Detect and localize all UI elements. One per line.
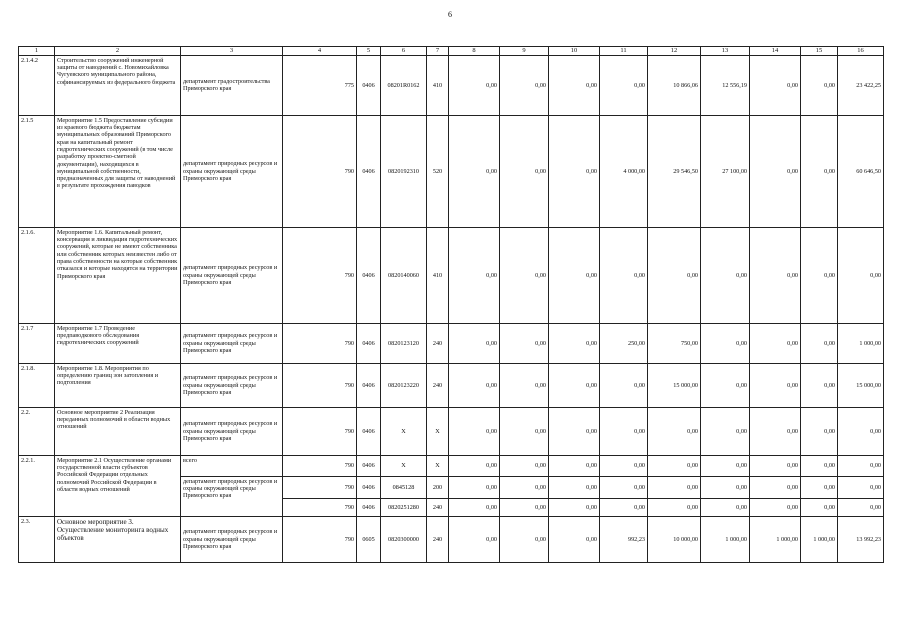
cell-value: 27 100,00 <box>701 115 750 227</box>
column-header: 16 <box>838 47 884 56</box>
cell-value: 0,00 <box>600 407 648 455</box>
column-header: 14 <box>750 47 801 56</box>
table-row <box>19 55 884 115</box>
cell-value: 0,00 <box>648 227 701 323</box>
cell-value: 0,00 <box>648 498 701 516</box>
cell-value: 0,00 <box>600 363 648 407</box>
column-header: 3 <box>181 47 283 56</box>
cell-rzpr: 0406 <box>357 407 381 455</box>
budget-table <box>18 46 884 563</box>
cell-value: 15 000,00 <box>838 363 884 407</box>
row-executor: департамент природных ресурсов и охраны окружающей среды Приморского края <box>181 407 283 455</box>
cell-csr: 0820140060 <box>381 227 427 323</box>
row-name: Мероприятие 2.1 Осуществление органами государственной власти субъектов Российской Федерации отдельных полномочий Российской Федерации в области водных отношений <box>55 455 181 516</box>
cell-vr: 410 <box>427 227 449 323</box>
cell-value: 250,00 <box>600 323 648 363</box>
cell-csr: 0845128 <box>381 476 427 498</box>
row-code: 2.2.1. <box>19 455 55 516</box>
column-number-row <box>19 47 884 56</box>
cell-value: 0,00 <box>838 407 884 455</box>
cell-vr: 240 <box>427 363 449 407</box>
cell-rzpr: 0406 <box>357 498 381 516</box>
cell-value: 1 000,00 <box>801 516 838 562</box>
cell-value: 0,00 <box>500 498 549 516</box>
cell-value: 0,00 <box>801 323 838 363</box>
cell-value: 10 866,06 <box>648 55 701 115</box>
cell-value: 0,00 <box>750 115 801 227</box>
cell-value: 0,00 <box>600 498 648 516</box>
cell-rzpr: 0406 <box>357 55 381 115</box>
cell-rzpr: 0406 <box>357 115 381 227</box>
cell-value: 10 000,00 <box>648 516 701 562</box>
cell-value: 0,00 <box>500 363 549 407</box>
cell-value: 0,00 <box>750 227 801 323</box>
cell-value: 0,00 <box>801 498 838 516</box>
cell-rzpr: 0605 <box>357 516 381 562</box>
column-header: 15 <box>801 47 838 56</box>
cell-grbs: 790 <box>283 407 357 455</box>
cell-value: 0,00 <box>500 323 549 363</box>
cell-value: 0,00 <box>449 115 500 227</box>
cell-csr: 0820123220 <box>381 363 427 407</box>
cell-grbs: 790 <box>283 323 357 363</box>
row-executor: департамент природных ресурсов и охраны окружающей среды Приморского края <box>181 227 283 323</box>
column-header: 13 <box>701 47 750 56</box>
cell-value: 29 546,50 <box>648 115 701 227</box>
cell-vr: 200 <box>427 476 449 498</box>
cell-grbs: 790 <box>283 115 357 227</box>
cell-value: 0,00 <box>701 363 750 407</box>
cell-csr: X <box>381 455 427 476</box>
cell-value: 12 556,19 <box>701 55 750 115</box>
cell-csr: 0820300000 <box>381 516 427 562</box>
table-row <box>19 115 884 227</box>
column-header: 10 <box>549 47 600 56</box>
cell-rzpr: 0406 <box>357 363 381 407</box>
cell-value: 0,00 <box>549 115 600 227</box>
cell-rzpr: 0406 <box>357 476 381 498</box>
cell-value: 0,00 <box>801 407 838 455</box>
cell-value: 23 422,25 <box>838 55 884 115</box>
row-code: 2.1.5 <box>19 115 55 227</box>
cell-value: 0,00 <box>600 227 648 323</box>
cell-value: 0,00 <box>801 115 838 227</box>
column-header: 7 <box>427 47 449 56</box>
row-name: Основное мероприятие 2 Реализация переданных полномочий в области водных отношений <box>55 407 181 455</box>
cell-grbs: 790 <box>283 476 357 498</box>
row-code: 2.1.8. <box>19 363 55 407</box>
cell-value: 4 000,00 <box>600 115 648 227</box>
cell-value: 0,00 <box>449 55 500 115</box>
row-executor-total: всего <box>181 455 283 476</box>
cell-value: 0,00 <box>600 455 648 476</box>
cell-value: 0,00 <box>838 455 884 476</box>
cell-value: 0,00 <box>549 455 600 476</box>
row-name: Мероприятие 1.7 Проведение предпаводкового обследования гидротехнических сооружений <box>55 323 181 363</box>
cell-grbs: 775 <box>283 55 357 115</box>
cell-vr: 240 <box>427 323 449 363</box>
cell-value: 0,00 <box>500 455 549 476</box>
cell-csr: 0820251280 <box>381 498 427 516</box>
column-header: 1 <box>19 47 55 56</box>
row-name: Строительство сооружений инженерной защиты от наводнений с. Новомихайловка Чугуевского муниципального района, софинансируемых из федерального бюджета <box>55 55 181 115</box>
cell-grbs: 790 <box>283 363 357 407</box>
cell-value: 13 992,23 <box>838 516 884 562</box>
cell-value: 0,00 <box>549 55 600 115</box>
cell-csr: 0820192310 <box>381 115 427 227</box>
cell-value: 0,00 <box>500 476 549 498</box>
cell-value: 0,00 <box>801 363 838 407</box>
cell-value: 0,00 <box>648 407 701 455</box>
row-executor: департамент природных ресурсов и охраны окружающей среды Приморского края <box>181 476 283 516</box>
cell-value: 0,00 <box>500 227 549 323</box>
row-executor: департамент природных ресурсов и охраны окружающей среды Приморского края <box>181 363 283 407</box>
cell-value: 0,00 <box>449 363 500 407</box>
table-row <box>19 363 884 407</box>
cell-value: 0,00 <box>750 476 801 498</box>
page-number: 6 <box>448 10 452 19</box>
cell-value: 0,00 <box>600 476 648 498</box>
table-row <box>19 407 884 455</box>
cell-value: 0,00 <box>449 516 500 562</box>
row-code: 2.1.4.2 <box>19 55 55 115</box>
cell-rzpr: 0406 <box>357 227 381 323</box>
cell-csr: X <box>381 407 427 455</box>
row-code: 2.2. <box>19 407 55 455</box>
row-code: 2.3. <box>19 516 55 562</box>
cell-value: 0,00 <box>750 407 801 455</box>
table-row <box>19 455 884 476</box>
cell-value: 0,00 <box>500 407 549 455</box>
column-header: 8 <box>449 47 500 56</box>
row-executor: департамент природных ресурсов и охраны окружающей среды Приморского края <box>181 323 283 363</box>
cell-vr: 240 <box>427 516 449 562</box>
cell-value: 0,00 <box>549 323 600 363</box>
cell-value: 1 000,00 <box>701 516 750 562</box>
row-executor: департамент градостроительства Приморского края <box>181 55 283 115</box>
cell-value: 0,00 <box>600 55 648 115</box>
cell-value: 0,00 <box>449 455 500 476</box>
column-header: 11 <box>600 47 648 56</box>
cell-rzpr: 0406 <box>357 455 381 476</box>
cell-value: 0,00 <box>648 455 701 476</box>
cell-value: 60 646,50 <box>838 115 884 227</box>
cell-value: 0,00 <box>801 476 838 498</box>
cell-value: 0,00 <box>449 407 500 455</box>
cell-value: 750,00 <box>648 323 701 363</box>
cell-value: 0,00 <box>500 115 549 227</box>
column-header: 6 <box>381 47 427 56</box>
cell-value: 0,00 <box>750 55 801 115</box>
cell-value: 0,00 <box>500 516 549 562</box>
row-code: 2.1.7 <box>19 323 55 363</box>
cell-value: 0,00 <box>701 455 750 476</box>
cell-value: 0,00 <box>648 476 701 498</box>
row-name: Основное мероприятие 3. Осуществление мониторинга водных объектов <box>55 516 181 562</box>
cell-value: 0,00 <box>750 363 801 407</box>
cell-value: 0,00 <box>801 55 838 115</box>
row-code: 2.1.6. <box>19 227 55 323</box>
cell-value: 0,00 <box>449 476 500 498</box>
row-executor: департамент природных ресурсов и охраны окружающей среды Приморского края <box>181 516 283 562</box>
cell-value: 0,00 <box>701 476 750 498</box>
cell-value: 0,00 <box>701 227 750 323</box>
cell-vr: 240 <box>427 498 449 516</box>
cell-value: 0,00 <box>500 55 549 115</box>
cell-value: 0,00 <box>701 498 750 516</box>
cell-value: 0,00 <box>801 455 838 476</box>
cell-csr: 08201R0162 <box>381 55 427 115</box>
cell-csr: 0820123120 <box>381 323 427 363</box>
cell-value: 0,00 <box>838 227 884 323</box>
row-name: Мероприятие 1.8. Мероприятия по определению границ зон затопления и подтопления <box>55 363 181 407</box>
table-row <box>19 323 884 363</box>
column-header: 9 <box>500 47 549 56</box>
cell-value: 0,00 <box>801 227 838 323</box>
cell-value: 0,00 <box>750 455 801 476</box>
cell-rzpr: 0406 <box>357 323 381 363</box>
cell-value: 0,00 <box>549 516 600 562</box>
cell-value: 0,00 <box>838 476 884 498</box>
cell-value: 0,00 <box>750 323 801 363</box>
table-row <box>19 516 884 562</box>
column-header: 5 <box>357 47 381 56</box>
cell-grbs: 790 <box>283 498 357 516</box>
cell-value: 0,00 <box>549 227 600 323</box>
cell-vr: X <box>427 455 449 476</box>
cell-value: 0,00 <box>549 407 600 455</box>
cell-vr: 410 <box>427 55 449 115</box>
table-row <box>19 227 884 323</box>
cell-value: 1 000,00 <box>750 516 801 562</box>
cell-value: 992,23 <box>600 516 648 562</box>
cell-value: 0,00 <box>549 363 600 407</box>
cell-vr: 520 <box>427 115 449 227</box>
row-name: Мероприятие 1.6. Капитальный ремонт, консервация и ликвидация гидротехнических сооружений, которые не имеют собственника или собственник которых неизвестен либо от права собственности на которые собственник отказался и которые находятся на территории Приморского края <box>55 227 181 323</box>
cell-value: 0,00 <box>701 407 750 455</box>
cell-value: 15 000,00 <box>648 363 701 407</box>
cell-grbs: 790 <box>283 227 357 323</box>
cell-value: 0,00 <box>549 476 600 498</box>
cell-value: 0,00 <box>549 498 600 516</box>
column-header: 2 <box>55 47 181 56</box>
cell-value: 0,00 <box>449 227 500 323</box>
cell-value: 1 000,00 <box>838 323 884 363</box>
cell-grbs: 790 <box>283 516 357 562</box>
cell-value: 0,00 <box>838 498 884 516</box>
cell-value: 0,00 <box>449 323 500 363</box>
column-header: 12 <box>648 47 701 56</box>
cell-value: 0,00 <box>750 498 801 516</box>
cell-vr: X <box>427 407 449 455</box>
row-name: Мероприятие 1.5 Предоставление субсидии из краевого бюджета бюджетам муниципальных образований Приморского края на капитальный ремонт гидротехнических сооружений (в том числе разработку проектно-сметной документации), находящихся в муниципальной собственности, предназначенных для защиты от наводнений в результате прохождения паводков <box>55 115 181 227</box>
cell-value: 0,00 <box>701 323 750 363</box>
column-header: 4 <box>283 47 357 56</box>
row-executor: департамент природных ресурсов и охраны окружающей среды Приморского края <box>181 115 283 227</box>
cell-value: 0,00 <box>449 498 500 516</box>
cell-grbs: 790 <box>283 455 357 476</box>
